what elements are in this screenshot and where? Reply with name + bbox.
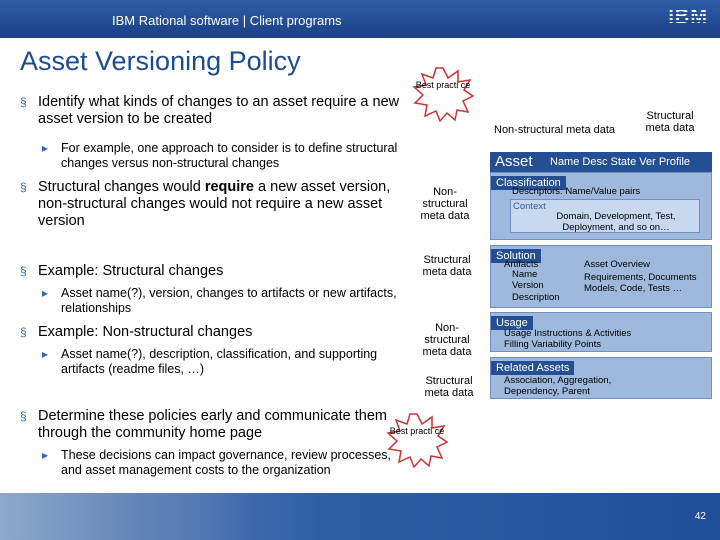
classification-head: Classification: [491, 176, 566, 190]
related-assets-text: Association, Aggregation, Dependency, Parent: [504, 375, 612, 397]
best-practice-label-bottom: Best practi ce: [389, 426, 445, 436]
label-nonstructural-top: Non-structural meta data: [494, 124, 616, 136]
bullet-4-sub: ▸ Asset name(?), description, classification, and supporting artifacts (readme files, …): [20, 347, 415, 377]
starburst-icon: [386, 412, 448, 468]
descriptors-text: Descriptors: Name/Value pairs: [512, 186, 641, 197]
label-nonstructural-2: Non-structural meta data: [422, 322, 472, 358]
footer-photo: [0, 493, 250, 540]
page-title: Asset Versioning Policy: [20, 46, 301, 76]
solution-version: Version: [512, 280, 544, 291]
bullet-1-sub: ▸ For example, one approach to consider is to define structural changes versus non-structural changes: [20, 141, 415, 171]
bullet-3: § Example: Structural changes: [20, 263, 415, 280]
solution-artifacts: Artifacts: [504, 259, 539, 270]
label-nonstructural-1: Non-structural meta data: [420, 186, 470, 222]
usage-head: Usage: [491, 316, 533, 330]
ibm-logo: IBM: [668, 6, 708, 28]
bullet-5-sub: ▸ These decisions can impact governance, review processes, and asset management costs to the organization: [20, 448, 415, 478]
solution-overview: Asset Overview: [584, 259, 650, 270]
solution-name: Name: [512, 269, 538, 280]
header-bar: [0, 0, 720, 38]
asset-title: Asset: [495, 153, 533, 170]
bullet-3-sub: ▸ Asset name(?), version, changes to artifacts or new artifacts, relationships: [20, 286, 415, 316]
asset-fields: Name Desc State Ver Profile: [550, 156, 691, 168]
bullet-4: § Example: Non-structural changes: [20, 324, 415, 341]
bullet-2-pre: Structural changes would: [38, 179, 205, 195]
starburst-icon: [412, 66, 474, 122]
bullet-list: [20, 90, 415, 478]
context-head: Context: [513, 201, 546, 212]
best-practice-burst-bottom: [386, 412, 448, 468]
solution-head: Solution: [491, 249, 541, 263]
bullet-5: § Determine these policies early and communicate them through the community home page: [20, 408, 415, 442]
bullet-2-strong: require: [204, 179, 255, 195]
label-structural-1: Structural meta data: [422, 254, 472, 278]
usage-text: Usage Instructions & Activities Filling Variability Points: [504, 328, 632, 350]
bullet-1: § Identify what kinds of changes to an asset require a new asset version to be created: [20, 94, 415, 128]
label-structural-top: Structural meta data: [645, 110, 695, 134]
related-assets-head: Related Assets: [491, 361, 574, 375]
page-number: 42: [694, 511, 706, 522]
context-text: Domain, Development, Test, Deployment, and so on…: [556, 211, 676, 233]
bullet-2-post: a new asset version, non-structural changes would not require a new asset version: [38, 179, 391, 229]
best-practice-label-top: Best practi ce: [415, 80, 471, 90]
context-box: [510, 199, 700, 233]
footer-bar: [0, 493, 720, 540]
solution-items: Requirements, Documents Models, Code, Tests …: [584, 272, 697, 294]
solution-description: Description: [512, 292, 560, 303]
label-structural-2: Structural meta data: [424, 375, 474, 399]
best-practice-burst-top: [412, 66, 474, 122]
breadcrumb: IBM Rational software | Client programs: [112, 13, 342, 28]
asset-header: [490, 152, 712, 172]
bullet-2: [20, 179, 415, 230]
